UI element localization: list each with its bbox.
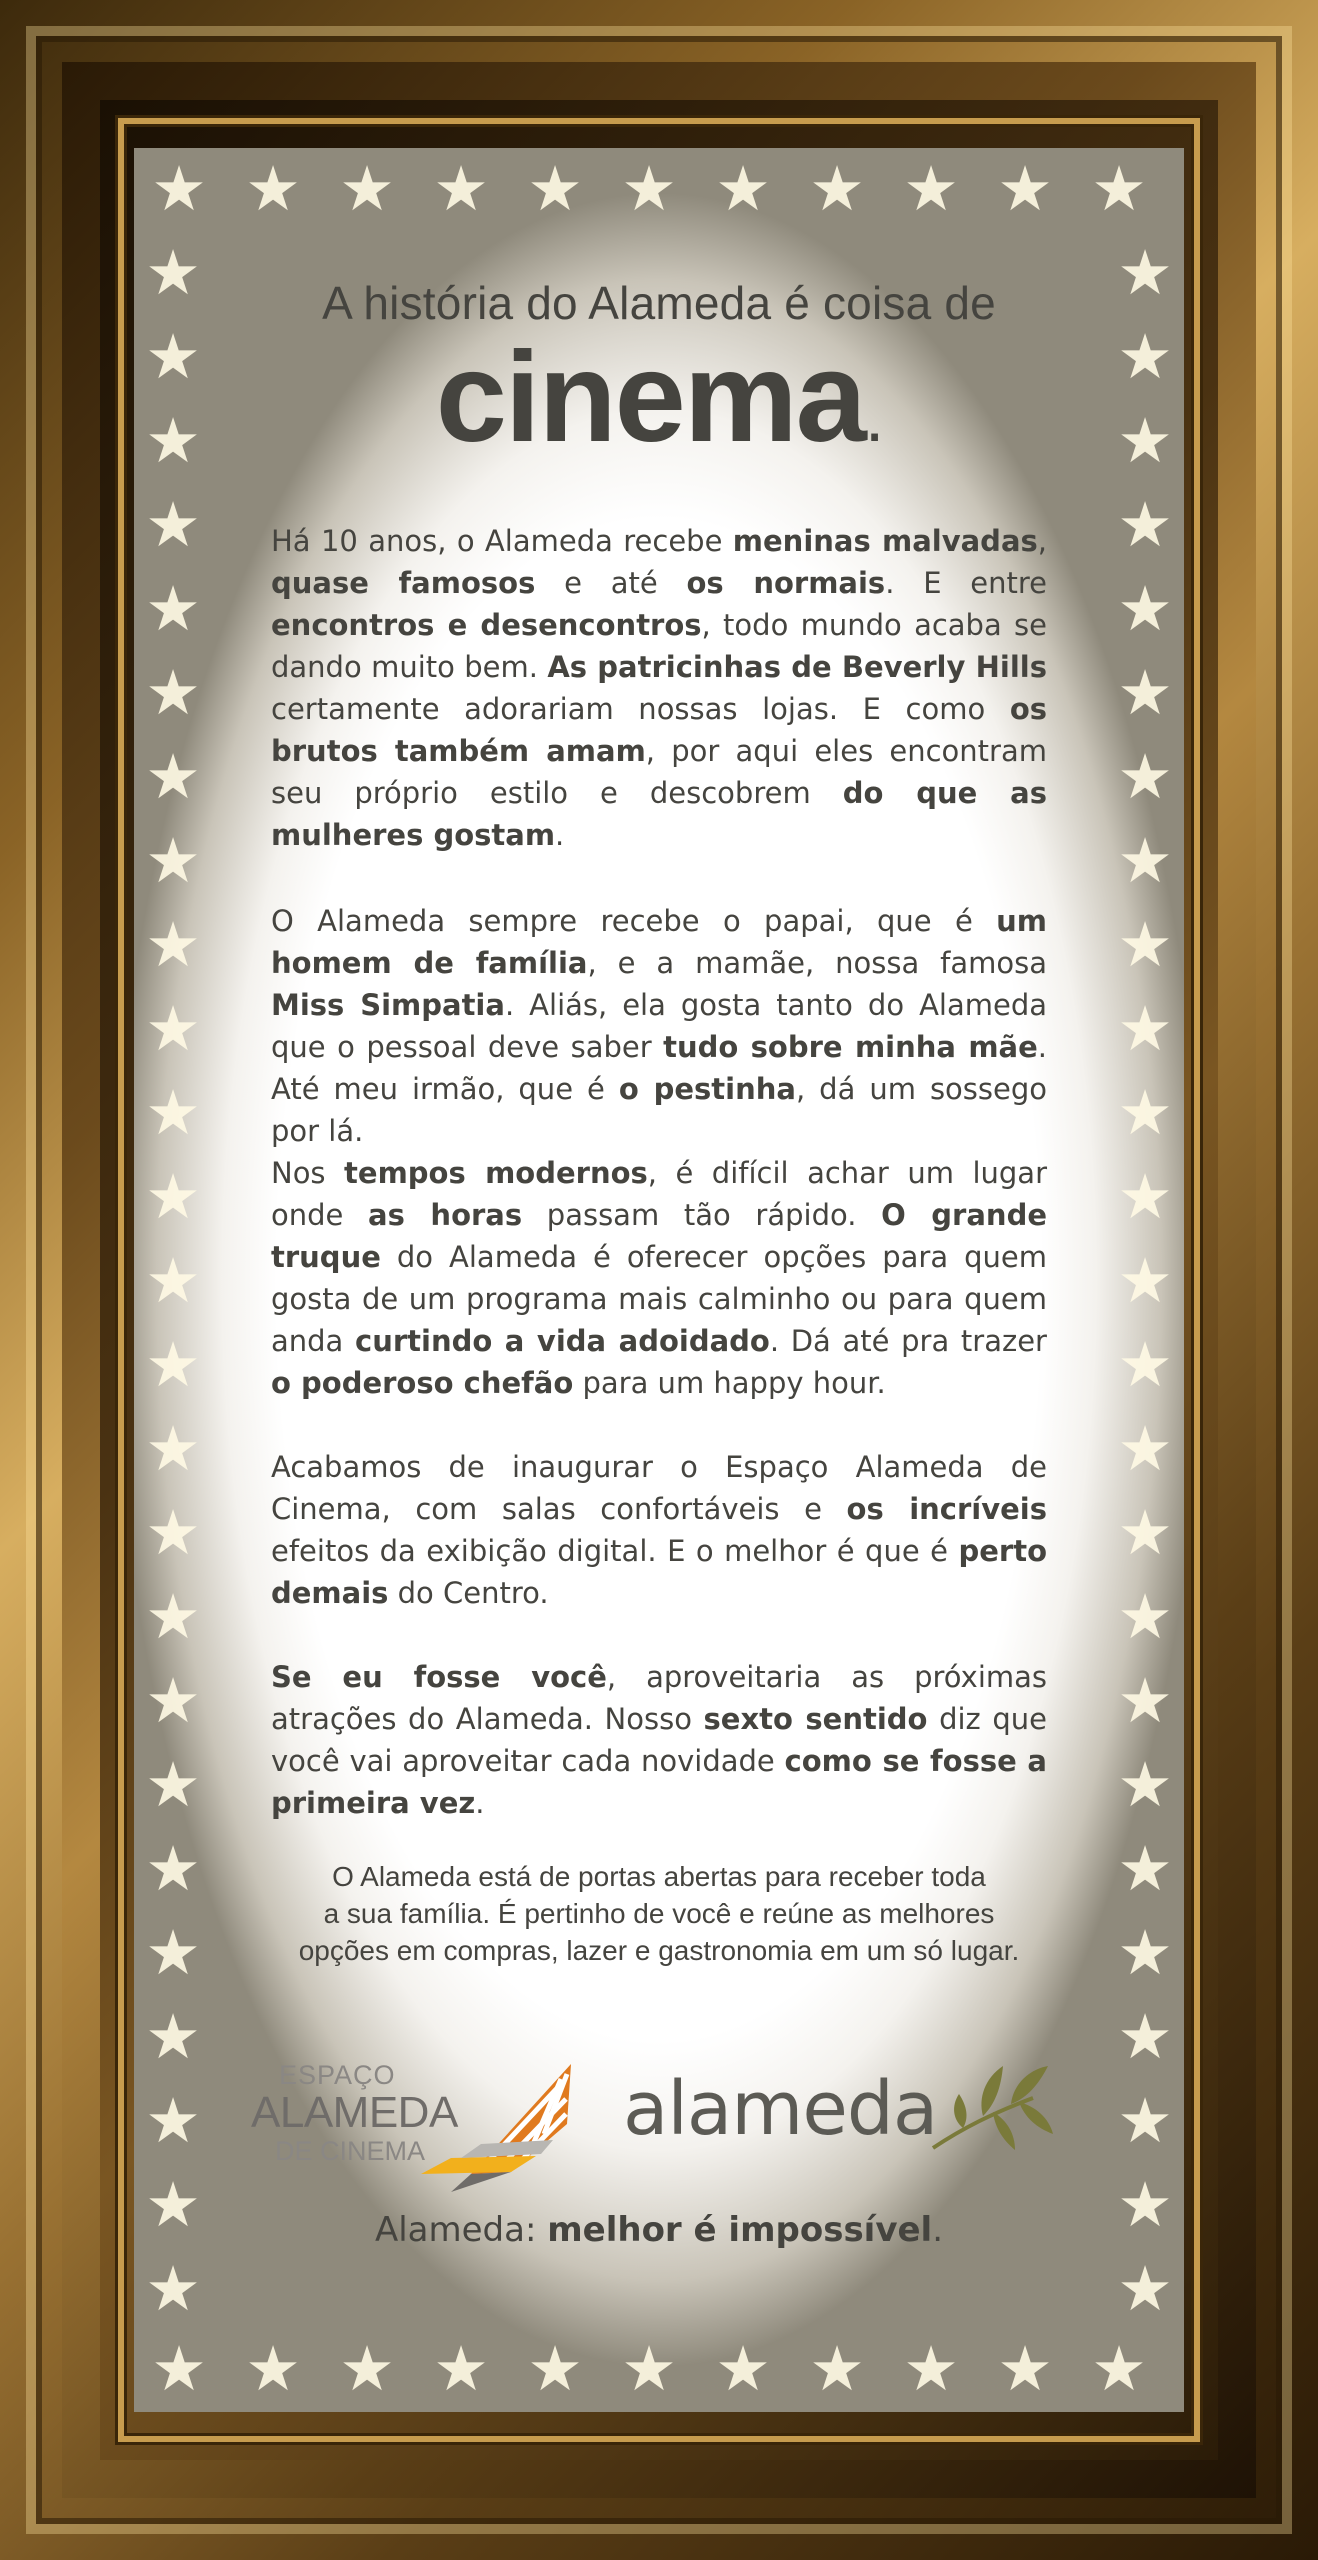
text-run: . <box>555 818 565 852</box>
text-run: , aproveitaria as próximas atrações do Alameda. Nosso <box>271 1660 1048 1736</box>
text-run: , e a mamãe, nossa famosa <box>587 946 1047 980</box>
star-icon: ★ <box>145 1580 201 1653</box>
text-run: . <box>475 1786 485 1820</box>
text-run: passam tão rápido. <box>522 1198 882 1232</box>
alameda-wordmark: alameda <box>623 2066 938 2152</box>
star-icon: ★ <box>1117 1076 1173 1149</box>
star-icon: ★ <box>433 2332 489 2405</box>
star-icon: ★ <box>1091 2332 1147 2405</box>
star-icon: ★ <box>145 1664 201 1737</box>
star-icon: ★ <box>151 2332 207 2405</box>
star-icon: ★ <box>145 1244 201 1317</box>
paragraph-3 <box>271 1152 1047 1404</box>
bold-text-run: perto demais <box>271 1534 1047 1610</box>
star-icon: ★ <box>1117 1412 1173 1485</box>
star-icon: ★ <box>527 152 583 225</box>
star-icon: ★ <box>1117 488 1173 561</box>
bold-text-run: as horas <box>368 1198 523 1232</box>
star-icon: ★ <box>1117 1328 1173 1401</box>
text-run: . Aliás, ela gosta tanto do Alameda que o pessoal deve saber <box>271 988 1047 1064</box>
star-icon: ★ <box>1117 1748 1173 1821</box>
paragraph-1 <box>271 520 1047 856</box>
star-icon: ★ <box>715 152 771 225</box>
bold-text-run: curtindo a vida adoidado <box>355 1324 770 1358</box>
star-icon: ★ <box>1117 1244 1173 1317</box>
star-icon: ★ <box>339 2332 395 2405</box>
star-icon: ★ <box>997 2332 1053 2405</box>
closing-text <box>241 1858 1077 1969</box>
star-icon: ★ <box>1117 2000 1173 2073</box>
espaco-label: ESPAÇO <box>279 2060 396 2090</box>
bold-text-run: Miss Simpatia <box>271 988 505 1022</box>
star-icon: ★ <box>145 908 201 981</box>
bold-text-run: encontros e desencontros <box>271 608 702 642</box>
tagline-bold: melhor é impossível <box>547 2210 933 2250</box>
headline: A história do Alameda é coisa de <box>322 277 996 329</box>
closing-line-2: a sua família. É pertinho de você e reúne as melhores <box>323 1898 995 1929</box>
text-run: , dá um sossego por lá. <box>271 1072 1048 1148</box>
star-icon: ★ <box>903 2332 959 2405</box>
bold-text-run: os normais <box>686 566 886 600</box>
bold-text-run: sexto sentido <box>703 1702 928 1736</box>
text-run: O Alameda sempre recebe o papai, que é <box>271 904 997 938</box>
star-icon: ★ <box>145 404 201 477</box>
bold-text-run: os incríveis <box>846 1492 1047 1526</box>
text-run: , todo mundo acaba se dando muito bem. <box>271 608 1047 684</box>
text-run: . Até meu irmão, que é <box>271 1030 1047 1106</box>
bold-text-run: o poderoso chefão <box>271 1366 574 1400</box>
star-icon: ★ <box>339 152 395 225</box>
star-icon: ★ <box>145 236 201 309</box>
poster-panel <box>134 148 1184 2412</box>
star-icon: ★ <box>809 152 865 225</box>
star-icon: ★ <box>145 2168 201 2241</box>
star-icon: ★ <box>1117 1664 1173 1737</box>
star-icon: ★ <box>1091 152 1147 225</box>
bold-text-run: meninas malvadas <box>732 524 1038 558</box>
star-icon: ★ <box>245 152 301 225</box>
alameda-logo <box>623 2058 1063 2178</box>
star-icon: ★ <box>145 1160 201 1233</box>
star-icon: ★ <box>145 572 201 645</box>
star-icon: ★ <box>145 1328 201 1401</box>
bold-text-run: um homem de família <box>271 904 1047 980</box>
star-icon: ★ <box>1117 2252 1173 2325</box>
text-run: do Centro. <box>388 1576 549 1610</box>
star-icon: ★ <box>1117 1580 1173 1653</box>
closing-line-3: opções em compras, lazer e gastronomia em um só lugar. <box>298 1935 1020 1966</box>
star-icon: ★ <box>997 152 1053 225</box>
star-icon: ★ <box>1117 824 1173 897</box>
star-icon: ★ <box>1117 1916 1173 1989</box>
tagline <box>271 2210 1047 2250</box>
star-icon: ★ <box>1117 2168 1173 2241</box>
text-run: e até <box>535 566 687 600</box>
star-icon: ★ <box>145 656 201 729</box>
paragraph-4 <box>271 1446 1047 1614</box>
text-run: , <box>1037 524 1047 558</box>
text-run: . E entre <box>885 566 1048 600</box>
star-icon: ★ <box>145 2000 201 2073</box>
star-icon: ★ <box>145 824 201 897</box>
espaco-alameda-cinema-logo <box>251 2054 571 2194</box>
star-icon: ★ <box>1117 572 1173 645</box>
bold-text-run: os brutos também amam <box>271 692 1047 768</box>
star-icon: ★ <box>145 992 201 1065</box>
cinema-word: cinema <box>435 326 865 469</box>
star-icon: ★ <box>145 1832 201 1905</box>
star-icon: ★ <box>145 1496 201 1569</box>
star-icon: ★ <box>145 740 201 813</box>
paragraph-5 <box>271 1656 1047 1824</box>
text-run: diz que você vai aproveitar cada novidade <box>271 1702 1047 1778</box>
bold-text-run: As patricinhas de Beverly Hills <box>547 650 1047 684</box>
text-run: efeitos da exibição digital. E o melhor é que é <box>271 1534 959 1568</box>
star-icon: ★ <box>151 152 207 225</box>
star-icon: ★ <box>145 2084 201 2157</box>
de-cinema-label: DE CINEMA <box>275 2136 426 2166</box>
star-icon: ★ <box>1117 404 1173 477</box>
paragraph-2 <box>271 900 1047 1152</box>
text-run: certamente adorariam nossas lojas. E como <box>271 692 1010 726</box>
star-icon: ★ <box>145 1748 201 1821</box>
star-icon: ★ <box>527 2332 583 2405</box>
bold-text-run: O grande truque <box>271 1198 1048 1274</box>
star-icon: ★ <box>1117 1832 1173 1905</box>
text-run: . Dá até pra trazer <box>769 1324 1047 1358</box>
text-run: , por aqui eles encontram seu próprio estilo e descobrem <box>271 734 1047 810</box>
bold-text-run: do que as mulheres gostam <box>271 776 1048 852</box>
star-icon: ★ <box>903 152 959 225</box>
bold-text-run: tempos modernos <box>344 1156 648 1190</box>
star-icon: ★ <box>621 2332 677 2405</box>
star-icon: ★ <box>1117 320 1173 393</box>
tagline-suffix: . <box>932 2210 944 2250</box>
text-run: Há 10 anos, o Alameda recebe <box>271 524 733 558</box>
bold-text-run: o pestinha <box>618 1072 796 1106</box>
text-run: Acabamos de inaugurar o Espaço Alameda de Cinema, com salas confortáveis e <box>271 1450 1047 1526</box>
star-icon: ★ <box>1117 992 1173 1065</box>
alameda-label: ALAMEDA <box>251 2088 458 2137</box>
bold-text-run: Se eu fosse você <box>271 1660 607 1694</box>
star-icon: ★ <box>1117 236 1173 309</box>
text-run: para um happy hour. <box>573 1366 886 1400</box>
star-icon: ★ <box>145 1412 201 1485</box>
leaf-branch-icon <box>923 2058 1063 2158</box>
star-icon: ★ <box>1117 656 1173 729</box>
star-icon: ★ <box>145 1076 201 1149</box>
bold-text-run: como se fosse a primeira vez <box>271 1744 1047 1820</box>
star-icon: ★ <box>145 2252 201 2325</box>
headline-big-word <box>271 328 1047 487</box>
star-icon: ★ <box>715 2332 771 2405</box>
text-run: Nos <box>271 1156 345 1190</box>
text-run: , é difícil achar um lugar onde <box>271 1156 1047 1232</box>
star-icon: ★ <box>1117 2084 1173 2157</box>
star-icon: ★ <box>145 488 201 561</box>
closing-line-1: O Alameda está de portas abertas para receber toda <box>332 1861 986 1892</box>
star-icon: ★ <box>1117 740 1173 813</box>
star-icon: ★ <box>245 2332 301 2405</box>
star-icon: ★ <box>145 320 201 393</box>
star-icon: ★ <box>1117 1160 1173 1233</box>
star-icon: ★ <box>145 1916 201 1989</box>
star-icon: ★ <box>809 2332 865 2405</box>
tagline-prefix: Alameda: <box>374 2210 548 2250</box>
bold-text-run: tudo sobre minha mãe <box>663 1030 1038 1064</box>
star-icon: ★ <box>1117 908 1173 981</box>
bold-text-run: quase famosos <box>271 566 536 600</box>
star-icon: ★ <box>621 152 677 225</box>
star-icon: ★ <box>1117 1496 1173 1569</box>
headline-period: . <box>864 378 883 456</box>
text-run: do Alameda é oferecer opções para quem gosta de um programa mais calminho ou para quem anda <box>271 1240 1047 1358</box>
star-icon: ★ <box>433 152 489 225</box>
